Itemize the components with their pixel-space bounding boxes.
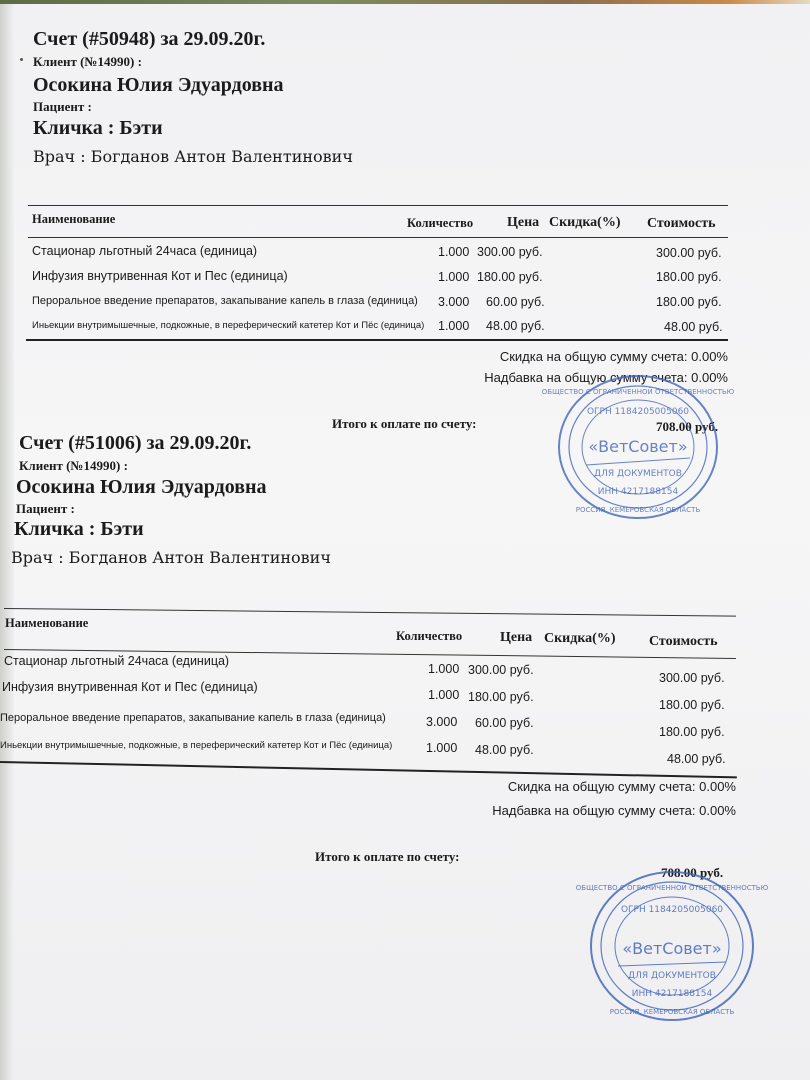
item-qty: 1.000	[438, 319, 470, 333]
pet-nickname: Кличка : Бэти	[14, 518, 144, 540]
item-name: Стационар льготный 24часа (единица)	[32, 244, 258, 258]
item-price: 180.00 руб.	[477, 270, 543, 284]
total-value: 708.00 руб.	[656, 419, 719, 434]
header-discount: Скидка(%)	[544, 631, 616, 646]
item-cost: 300.00 руб.	[659, 671, 725, 685]
stamp-ogrn-text: ОГРН 1184205005060	[620, 905, 724, 915]
markup-line: Надбавка на общую сумму счета: 0.00%	[492, 803, 736, 818]
item-qty: 3.000	[426, 715, 458, 729]
header-name: Наименование	[32, 212, 116, 226]
item-name: Иньекции внутримышечные, подкожные, в переферический катетер Кот и Пёс (единица)	[0, 740, 393, 751]
client-name: Осокина Юлия Эдуардовна	[33, 74, 284, 96]
header-price: Цена	[507, 215, 540, 230]
item-name: Иньекции внутримышечные, подкожные, в переферический катетер Кот и Пёс (единица)	[32, 320, 425, 331]
item-name: Пероральное введение препаратов, закапывание капель в глаза (единица)	[0, 712, 386, 724]
patient-label: Пациент :	[16, 501, 75, 516]
item-price: 48.00 руб.	[475, 743, 534, 757]
item-cost: 180.00 руб.	[656, 295, 722, 309]
stamp-ogrn-text: ОГРН 1184205005060	[586, 407, 690, 417]
discount-line: Скидка на общую сумму счета: 0.00%	[507, 779, 736, 794]
markup-line: Надбавка на общую сумму счета: 0.00%	[484, 370, 728, 385]
stamp-purpose-text: ДЛЯ ДОКУМЕНТОВ	[594, 469, 682, 479]
item-qty: 1.000	[426, 741, 458, 755]
header-qty: Количество	[407, 216, 474, 230]
item-price: 60.00 руб.	[486, 295, 545, 309]
item-price: 60.00 руб.	[475, 716, 534, 730]
company-stamp	[541, 372, 735, 522]
stamp-inn-text: ИНН 4217188154	[597, 487, 679, 497]
doctor-name: Врач : Богданов Антон Валентинович	[33, 147, 353, 166]
pet-nickname: Кличка : Бэти	[33, 117, 163, 139]
stamp-org-text: ОБЩЕСТВО С ОГРАНИЧЕННОЙ ОТВЕТСТВЕННОСТЬЮ	[541, 388, 735, 396]
item-qty: 1.000	[438, 270, 470, 284]
header-discount: Скидка(%)	[549, 215, 621, 230]
item-name: Стационар льготный 24часа (единица)	[4, 654, 230, 668]
header-cost: Стоимость	[649, 634, 718, 649]
item-name: Пероральное введение препаратов, закапывание капель в глаза (единица)	[32, 295, 418, 307]
item-cost: 48.00 руб.	[667, 752, 726, 766]
item-price: 300.00 руб.	[468, 663, 534, 677]
discount-line: Скидка на общую сумму счета: 0.00%	[499, 349, 728, 364]
client-label: Клиент (№14990) :	[19, 458, 128, 473]
item-cost: 300.00 руб.	[656, 246, 722, 260]
item-qty: 1.000	[438, 245, 470, 259]
company-stamp	[575, 868, 769, 1024]
paper-sheet	[0, 4, 810, 1080]
invoice-title: Счет (#50948) за 29.09.20г.	[33, 28, 266, 50]
item-name: Инфузия внутривенная Кот и Пес (единица)	[2, 680, 258, 694]
stamp-org-text: ОБЩЕСТВО С ОГРАНИЧЕННОЙ ОТВЕТСТВЕННОСТЬЮ	[575, 884, 769, 892]
header-qty: Количество	[396, 629, 463, 643]
stamp-region-text: РОССИЯ, КЕМЕРОВСКАЯ ОБЛАСТЬ	[609, 1008, 735, 1016]
item-price: 300.00 руб.	[477, 245, 543, 259]
table-bottom-rule	[0, 761, 737, 778]
item-qty: 3.000	[438, 295, 470, 309]
header-name: Наименование	[5, 616, 89, 630]
stamp-purpose-text: ДЛЯ ДОКУМЕНТОВ	[628, 971, 716, 981]
total-label: Итого к оплате по счету:	[315, 849, 460, 864]
item-cost: 48.00 руб.	[664, 320, 723, 334]
item-name: Инфузия внутривенная Кот и Пес (единица)	[32, 269, 288, 283]
client-name: Осокина Юлия Эдуардовна	[16, 476, 267, 498]
item-cost: 180.00 руб.	[656, 270, 722, 284]
total-label: Итого к оплате по счету:	[332, 416, 477, 431]
client-label: Клиент (№14990) :	[33, 54, 142, 69]
item-qty: 1.000	[428, 662, 460, 676]
total-value: 708.00 руб.	[661, 865, 724, 880]
item-price: 48.00 руб.	[486, 319, 545, 333]
invoice-title: Счет (#51006) за 29.09.20г.	[19, 432, 252, 454]
item-cost: 180.00 руб.	[659, 725, 725, 739]
header-cost: Стоимость	[647, 216, 716, 231]
stamp-brand-text: «ВетСовет»	[588, 437, 688, 456]
item-cost: 180.00 руб.	[659, 698, 725, 712]
table-top-rule	[4, 608, 736, 617]
item-price: 180.00 руб.	[468, 690, 534, 704]
patient-label: Пациент :	[33, 99, 92, 114]
header-price: Цена	[500, 630, 533, 645]
stamp-brand-text: «ВетСовет»	[622, 939, 722, 958]
stamp-region-text: РОССИЯ, КЕМЕРОВСКАЯ ОБЛАСТЬ	[575, 506, 701, 514]
stamp-inn-text: ИНН 4217188154	[631, 989, 713, 999]
doctor-name: Врач : Богданов Антон Валентинович	[11, 548, 331, 567]
item-qty: 1.000	[428, 688, 460, 702]
